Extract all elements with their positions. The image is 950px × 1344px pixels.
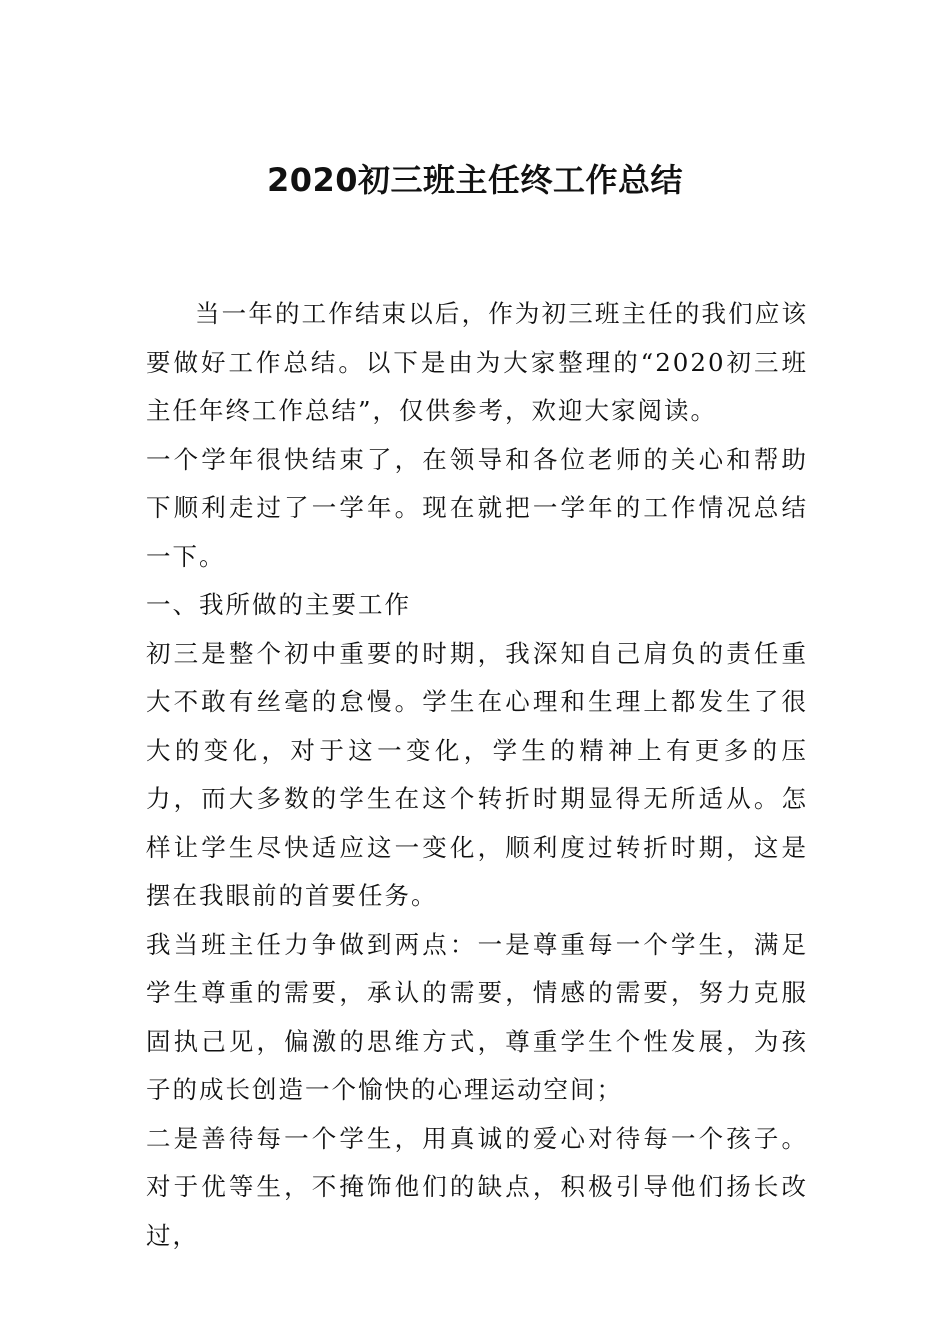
section-heading: 一、我所做的主要工作 [146, 590, 411, 619]
document-title: 2020初三班主任终工作总结 [266, 161, 684, 199]
paragraph-summary: 一个学年很快结束了，在领导和各位老师的关心和帮助下顺利走过了一学年。现在就把一学年的工作情况总结一下。 [146, 444, 808, 571]
paragraph-two-points: 我当班主任力争做到两点：一是尊重每一个学生，满足学生尊重的需要，承认的需要，情感的需要，努力克服固执己见，偏激的思维方式，尊重学生个性发展，为孩子的成长创造一个愉快的心理运动空间； [146, 929, 808, 1104]
paragraph-treat-students: 二是善待每一个学生，用真诚的爱心对待每一个孩子。对于优等生，不掩饰他们的缺点，积极引导他们扬长改过， [146, 1123, 808, 1250]
paragraph-grade-three: 初三是整个初中重要的时期，我深知自己肩负的责任重大不敢有丝毫的怠慢。学生在心理和生理上都发生了很大的变化，对于这一变化，学生的精神上有更多的压力，而大多数的学生在这个转折时期显得无所适从。怎样让学生尽快适应这一变化，顺利度过转折时期，这是摆在我眼前的首要任务。 [146, 638, 808, 910]
paragraph-intro: 当一年的工作结束以后，作为初三班主任的我们应该要做好工作总结。以下是由为大家整理的“2020初三班主任年终工作总结”，仅供参考，欢迎大家阅读。 [146, 299, 808, 425]
document-body [146, 290, 808, 1260]
